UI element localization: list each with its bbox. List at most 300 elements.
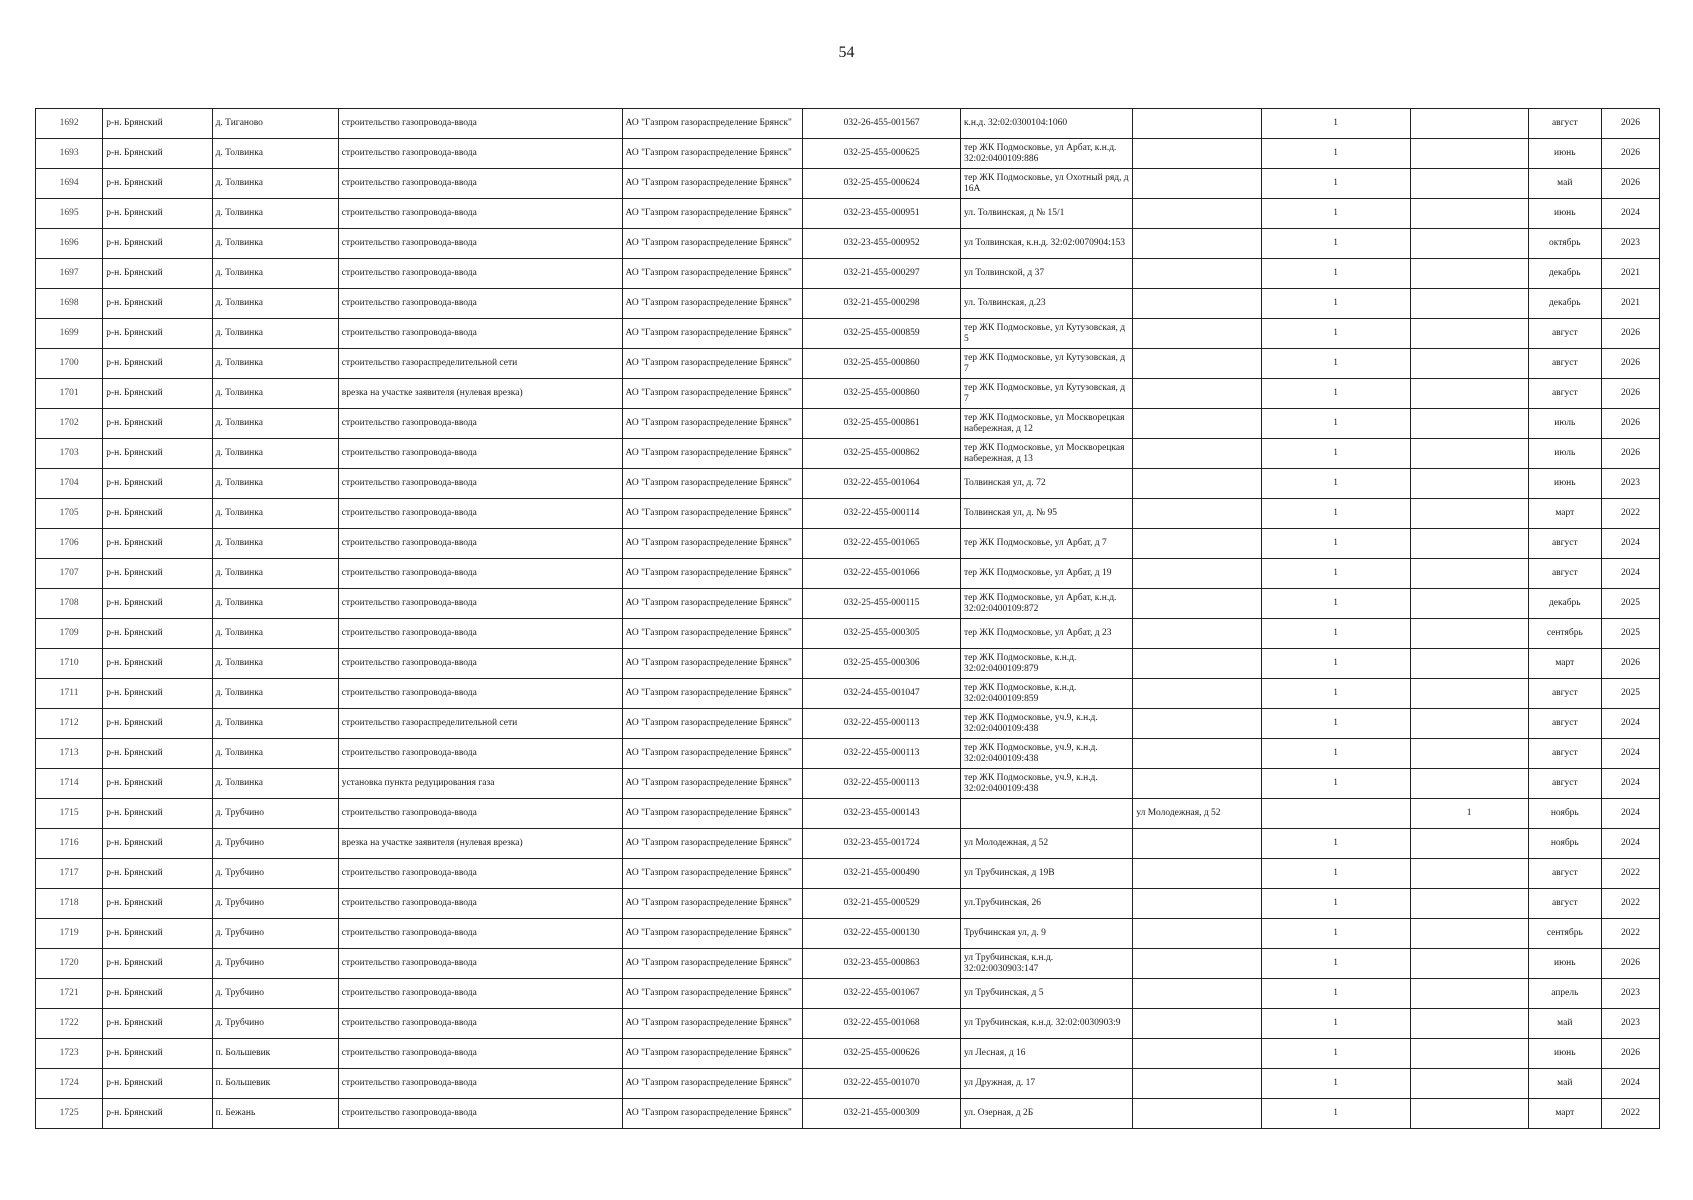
month-cell: июнь: [1528, 199, 1602, 229]
work-type-cell: строительство газопровода-ввода: [338, 469, 622, 499]
locality-cell: д. Трубчино: [212, 799, 338, 829]
year-cell: 2022: [1602, 859, 1660, 889]
district-cell: р-н. Брянский: [103, 889, 212, 919]
organization-cell: АО "Газпром газораспределение Брянск": [622, 979, 803, 1009]
row-number-cell: 1711: [36, 679, 103, 709]
district-cell: р-н. Брянский: [103, 229, 212, 259]
work-type-cell: строительство газопровода-ввода: [338, 1009, 622, 1039]
table-row: [36, 499, 1660, 529]
document-number-cell: 032-25-455-000625: [803, 139, 961, 169]
row-number-cell: 1706: [36, 529, 103, 559]
document-number-cell: 032-22-455-001067: [803, 979, 961, 1009]
row-number-cell: 1725: [36, 1099, 103, 1129]
address-alt-cell: [1133, 439, 1261, 469]
address-cell: ул Дружная, д. 17: [960, 1069, 1132, 1099]
work-type-cell: установка пункта редуцирования газа: [338, 769, 622, 799]
address-cell: ул Толвинская, к.н.д. 32:02:0070904:153: [960, 229, 1132, 259]
quantity-alt-cell: [1410, 1039, 1528, 1069]
address-alt-cell: [1133, 199, 1261, 229]
address-alt-cell: [1133, 409, 1261, 439]
row-number-cell: 1721: [36, 979, 103, 1009]
locality-cell: д. Толвинка: [212, 139, 338, 169]
table-row: [36, 649, 1660, 679]
address-cell: тер ЖК Подмосковье, ул Кутузовская, д 7: [960, 349, 1132, 379]
quantity-alt-cell: [1410, 349, 1528, 379]
work-type-cell: строительство газопровода-ввода: [338, 1099, 622, 1129]
document-number-cell: 032-24-455-001047: [803, 679, 961, 709]
document-number-cell: 032-25-455-000305: [803, 619, 961, 649]
quantity-cell: 1: [1261, 169, 1410, 199]
quantity-cell: 1: [1261, 949, 1410, 979]
quantity-alt-cell: [1410, 769, 1528, 799]
year-cell: 2025: [1602, 619, 1660, 649]
quantity-alt-cell: [1410, 679, 1528, 709]
district-cell: р-н. Брянский: [103, 949, 212, 979]
document-number-cell: 032-23-455-001724: [803, 829, 961, 859]
locality-cell: п. Большевик: [212, 1069, 338, 1099]
month-cell: май: [1528, 1069, 1602, 1099]
row-number-cell: 1708: [36, 589, 103, 619]
quantity-cell: 1: [1261, 379, 1410, 409]
district-cell: р-н. Брянский: [103, 1099, 212, 1129]
quantity-cell: 1: [1261, 859, 1410, 889]
document-number-cell: 032-25-455-000859: [803, 319, 961, 349]
quantity-alt-cell: [1410, 619, 1528, 649]
quantity-alt-cell: [1410, 139, 1528, 169]
locality-cell: д. Толвинка: [212, 649, 338, 679]
quantity-cell: 1: [1261, 649, 1410, 679]
quantity-alt-cell: [1410, 199, 1528, 229]
document-number-cell: 032-25-455-000115: [803, 589, 961, 619]
table-row: [36, 559, 1660, 589]
month-cell: март: [1528, 1099, 1602, 1129]
row-number-cell: 1710: [36, 649, 103, 679]
quantity-alt-cell: [1410, 829, 1528, 859]
address-alt-cell: [1133, 679, 1261, 709]
quantity-alt-cell: [1410, 409, 1528, 439]
organization-cell: АО "Газпром газораспределение Брянск": [622, 919, 803, 949]
organization-cell: АО "Газпром газораспределение Брянск": [622, 349, 803, 379]
address-cell: тер ЖК Подмосковье, ул Москворецкая набережная, д 12: [960, 409, 1132, 439]
address-cell: Трубчинская ул, д. 9: [960, 919, 1132, 949]
quantity-alt-cell: [1410, 1099, 1528, 1129]
month-cell: июль: [1528, 409, 1602, 439]
row-number-cell: 1719: [36, 919, 103, 949]
month-cell: август: [1528, 739, 1602, 769]
month-cell: ноябрь: [1528, 829, 1602, 859]
address-cell: [960, 799, 1132, 829]
work-type-cell: врезка на участке заявителя (нулевая врезка): [338, 379, 622, 409]
month-cell: апрель: [1528, 979, 1602, 1009]
quantity-alt-cell: [1410, 949, 1528, 979]
organization-cell: АО "Газпром газораспределение Брянск": [622, 139, 803, 169]
table-row: [36, 859, 1660, 889]
locality-cell: д. Толвинка: [212, 709, 338, 739]
table-row: [36, 289, 1660, 319]
quantity-cell: 1: [1261, 109, 1410, 139]
locality-cell: п. Бежань: [212, 1099, 338, 1129]
district-cell: р-н. Брянский: [103, 739, 212, 769]
table-body: [36, 109, 1660, 1129]
table-row: [36, 139, 1660, 169]
year-cell: 2026: [1602, 139, 1660, 169]
quantity-cell: 1: [1261, 469, 1410, 499]
table-row: [36, 409, 1660, 439]
organization-cell: АО "Газпром газораспределение Брянск": [622, 1009, 803, 1039]
quantity-cell: 1: [1261, 1099, 1410, 1129]
organization-cell: АО "Газпром газораспределение Брянск": [622, 229, 803, 259]
month-cell: август: [1528, 109, 1602, 139]
district-cell: р-н. Брянский: [103, 349, 212, 379]
quantity-alt-cell: [1410, 979, 1528, 1009]
month-cell: декабрь: [1528, 289, 1602, 319]
address-alt-cell: [1133, 619, 1261, 649]
work-type-cell: строительство газопровода-ввода: [338, 439, 622, 469]
locality-cell: д. Трубчино: [212, 979, 338, 1009]
address-alt-cell: [1133, 1099, 1261, 1129]
month-cell: июнь: [1528, 949, 1602, 979]
table-row: [36, 259, 1660, 289]
table-row: [36, 619, 1660, 649]
document-number-cell: 032-21-455-000490: [803, 859, 961, 889]
address-alt-cell: [1133, 739, 1261, 769]
document-number-cell: 032-22-455-000114: [803, 499, 961, 529]
document-number-cell: 032-25-455-000860: [803, 379, 961, 409]
district-cell: р-н. Брянский: [103, 859, 212, 889]
document-number-cell: 032-25-455-000861: [803, 409, 961, 439]
district-cell: р-н. Брянский: [103, 199, 212, 229]
address-alt-cell: [1133, 169, 1261, 199]
row-number-cell: 1705: [36, 499, 103, 529]
work-type-cell: строительство газопровода-ввода: [338, 319, 622, 349]
work-type-cell: строительство газопровода-ввода: [338, 739, 622, 769]
locality-cell: п. Большевик: [212, 1039, 338, 1069]
quantity-cell: 1: [1261, 619, 1410, 649]
year-cell: 2024: [1602, 739, 1660, 769]
address-alt-cell: [1133, 469, 1261, 499]
row-number-cell: 1695: [36, 199, 103, 229]
year-cell: 2024: [1602, 799, 1660, 829]
month-cell: август: [1528, 859, 1602, 889]
table-row: [36, 739, 1660, 769]
work-type-cell: строительство газопровода-ввода: [338, 919, 622, 949]
row-number-cell: 1692: [36, 109, 103, 139]
locality-cell: д. Толвинка: [212, 499, 338, 529]
row-number-cell: 1713: [36, 739, 103, 769]
address-cell: ул Лесная, д 16: [960, 1039, 1132, 1069]
district-cell: р-н. Брянский: [103, 499, 212, 529]
quantity-alt-cell: 1: [1410, 799, 1528, 829]
organization-cell: АО "Газпром газораспределение Брянск": [622, 1099, 803, 1129]
table-row: [36, 709, 1660, 739]
row-number-cell: 1718: [36, 889, 103, 919]
quantity-cell: 1: [1261, 499, 1410, 529]
document-number-cell: 032-23-455-000951: [803, 199, 961, 229]
table-row: [36, 769, 1660, 799]
address-cell: ул Молодежная, д 52: [960, 829, 1132, 859]
organization-cell: АО "Газпром газораспределение Брянск": [622, 619, 803, 649]
year-cell: 2024: [1602, 1069, 1660, 1099]
year-cell: 2024: [1602, 529, 1660, 559]
address-cell: к.н.д. 32:02:0300104:1060: [960, 109, 1132, 139]
year-cell: 2026: [1602, 109, 1660, 139]
month-cell: июнь: [1528, 469, 1602, 499]
address-alt-cell: [1133, 1039, 1261, 1069]
document-number-cell: 032-22-455-000130: [803, 919, 961, 949]
address-alt-cell: [1133, 349, 1261, 379]
row-number-cell: 1696: [36, 229, 103, 259]
quantity-cell: 1: [1261, 919, 1410, 949]
table-row: [36, 979, 1660, 1009]
quantity-alt-cell: [1410, 739, 1528, 769]
month-cell: август: [1528, 769, 1602, 799]
district-cell: р-н. Брянский: [103, 139, 212, 169]
row-number-cell: 1716: [36, 829, 103, 859]
document-number-cell: 032-22-455-001068: [803, 1009, 961, 1039]
row-number-cell: 1701: [36, 379, 103, 409]
table-row: [36, 679, 1660, 709]
row-number-cell: 1694: [36, 169, 103, 199]
row-number-cell: 1714: [36, 769, 103, 799]
document-number-cell: 032-22-455-001065: [803, 529, 961, 559]
work-type-cell: строительство газораспределительной сети: [338, 709, 622, 739]
year-cell: 2022: [1602, 889, 1660, 919]
locality-cell: д. Толвинка: [212, 439, 338, 469]
district-cell: р-н. Брянский: [103, 1039, 212, 1069]
address-cell: тер ЖК Подмосковье, ул Охотный ряд, д 16А: [960, 169, 1132, 199]
district-cell: р-н. Брянский: [103, 169, 212, 199]
month-cell: сентябрь: [1528, 619, 1602, 649]
organization-cell: АО "Газпром газораспределение Брянск": [622, 559, 803, 589]
address-alt-cell: [1133, 859, 1261, 889]
document-number-cell: 032-22-455-000113: [803, 709, 961, 739]
address-alt-cell: [1133, 109, 1261, 139]
work-type-cell: строительство газопровода-ввода: [338, 289, 622, 319]
address-cell: ул Трубчинская, д 5: [960, 979, 1132, 1009]
district-cell: р-н. Брянский: [103, 259, 212, 289]
row-number-cell: 1698: [36, 289, 103, 319]
quantity-cell: 1: [1261, 679, 1410, 709]
address-alt-cell: [1133, 649, 1261, 679]
locality-cell: д. Толвинка: [212, 229, 338, 259]
address-alt-cell: [1133, 919, 1261, 949]
locality-cell: д. Толвинка: [212, 559, 338, 589]
month-cell: август: [1528, 889, 1602, 919]
document-number-cell: 032-21-455-000297: [803, 259, 961, 289]
quantity-cell: 1: [1261, 139, 1410, 169]
organization-cell: АО "Газпром газораспределение Брянск": [622, 259, 803, 289]
address-alt-cell: [1133, 139, 1261, 169]
address-alt-cell: [1133, 949, 1261, 979]
work-type-cell: строительство газопровода-ввода: [338, 589, 622, 619]
locality-cell: д. Трубчино: [212, 919, 338, 949]
organization-cell: АО "Газпром газораспределение Брянск": [622, 589, 803, 619]
address-cell: тер ЖК Подмосковье, ул Арбат, д 7: [960, 529, 1132, 559]
month-cell: май: [1528, 1009, 1602, 1039]
address-alt-cell: [1133, 379, 1261, 409]
district-cell: р-н. Брянский: [103, 439, 212, 469]
table-row: [36, 199, 1660, 229]
organization-cell: АО "Газпром газораспределение Брянск": [622, 319, 803, 349]
quantity-cell: 1: [1261, 229, 1410, 259]
district-cell: р-н. Брянский: [103, 769, 212, 799]
year-cell: 2026: [1602, 319, 1660, 349]
organization-cell: АО "Газпром газораспределение Брянск": [622, 829, 803, 859]
address-cell: ул Трубчинская, д 19В: [960, 859, 1132, 889]
district-cell: р-н. Брянский: [103, 469, 212, 499]
locality-cell: д. Толвинка: [212, 169, 338, 199]
organization-cell: АО "Газпром газораспределение Брянск": [622, 289, 803, 319]
document-number-cell: 032-26-455-001567: [803, 109, 961, 139]
month-cell: декабрь: [1528, 589, 1602, 619]
work-type-cell: строительство газопровода-ввода: [338, 679, 622, 709]
work-type-cell: строительство газопровода-ввода: [338, 799, 622, 829]
address-alt-cell: [1133, 769, 1261, 799]
organization-cell: АО "Газпром газораспределение Брянск": [622, 169, 803, 199]
year-cell: 2022: [1602, 919, 1660, 949]
month-cell: август: [1528, 709, 1602, 739]
address-cell: ул.Трубчинская, 26: [960, 889, 1132, 919]
year-cell: 2023: [1602, 229, 1660, 259]
organization-cell: АО "Газпром газораспределение Брянск": [622, 499, 803, 529]
year-cell: 2026: [1602, 379, 1660, 409]
organization-cell: АО "Газпром газораспределение Брянск": [622, 949, 803, 979]
organization-cell: АО "Газпром газораспределение Брянск": [622, 1069, 803, 1099]
locality-cell: д. Толвинка: [212, 349, 338, 379]
row-number-cell: 1712: [36, 709, 103, 739]
organization-cell: АО "Газпром газораспределение Брянск": [622, 199, 803, 229]
work-type-cell: строительство газопровода-ввода: [338, 529, 622, 559]
year-cell: 2026: [1602, 1039, 1660, 1069]
district-cell: р-н. Брянский: [103, 619, 212, 649]
work-type-cell: строительство газопровода-ввода: [338, 979, 622, 1009]
month-cell: июнь: [1528, 1039, 1602, 1069]
document-number-cell: 032-22-455-000113: [803, 769, 961, 799]
quantity-alt-cell: [1410, 1069, 1528, 1099]
table-row: [36, 1009, 1660, 1039]
table-row: [36, 589, 1660, 619]
row-number-cell: 1722: [36, 1009, 103, 1039]
district-cell: р-н. Брянский: [103, 109, 212, 139]
document-number-cell: 032-25-455-000862: [803, 439, 961, 469]
organization-cell: АО "Газпром газораспределение Брянск": [622, 529, 803, 559]
work-type-cell: строительство газопровода-ввода: [338, 859, 622, 889]
quantity-alt-cell: [1410, 709, 1528, 739]
address-cell: тер ЖК Подмосковье, ул Москворецкая набережная, д 13: [960, 439, 1132, 469]
address-cell: тер ЖК Подмосковье, к.н.д. 32:02:0400109:879: [960, 649, 1132, 679]
locality-cell: д. Тиганово: [212, 109, 338, 139]
quantity-cell: 1: [1261, 1009, 1410, 1039]
organization-cell: АО "Газпром газораспределение Брянск": [622, 739, 803, 769]
year-cell: 2026: [1602, 349, 1660, 379]
quantity-cell: 1: [1261, 739, 1410, 769]
month-cell: ноябрь: [1528, 799, 1602, 829]
month-cell: декабрь: [1528, 259, 1602, 289]
address-alt-cell: [1133, 559, 1261, 589]
month-cell: август: [1528, 559, 1602, 589]
district-cell: р-н. Брянский: [103, 1069, 212, 1099]
table-row: [36, 169, 1660, 199]
document-number-cell: 032-22-455-001070: [803, 1069, 961, 1099]
row-number-cell: 1720: [36, 949, 103, 979]
year-cell: 2025: [1602, 589, 1660, 619]
quantity-cell: 1: [1261, 289, 1410, 319]
locality-cell: д. Трубчино: [212, 1009, 338, 1039]
quantity-alt-cell: [1410, 529, 1528, 559]
work-type-cell: строительство газопровода-ввода: [338, 559, 622, 589]
work-type-cell: строительство газопровода-ввода: [338, 1039, 622, 1069]
table-row: [36, 109, 1660, 139]
row-number-cell: 1717: [36, 859, 103, 889]
quantity-cell: 1: [1261, 769, 1410, 799]
address-alt-cell: [1133, 709, 1261, 739]
district-cell: р-н. Брянский: [103, 589, 212, 619]
work-type-cell: строительство газопровода-ввода: [338, 649, 622, 679]
district-cell: р-н. Брянский: [103, 1009, 212, 1039]
address-alt-cell: [1133, 259, 1261, 289]
quantity-alt-cell: [1410, 379, 1528, 409]
year-cell: 2024: [1602, 709, 1660, 739]
table-row: [36, 529, 1660, 559]
document-number-cell: 032-21-455-000529: [803, 889, 961, 919]
year-cell: 2024: [1602, 199, 1660, 229]
address-cell: тер ЖК Подмосковье, уч.9, к.н.д. 32:02:0400109:438: [960, 709, 1132, 739]
quantity-cell: 1: [1261, 319, 1410, 349]
organization-cell: АО "Газпром газораспределение Брянск": [622, 439, 803, 469]
organization-cell: АО "Газпром газораспределение Брянск": [622, 649, 803, 679]
work-type-cell: строительство газопровода-ввода: [338, 499, 622, 529]
document-number-cell: 032-25-455-000626: [803, 1039, 961, 1069]
locality-cell: д. Толвинка: [212, 739, 338, 769]
table-row: [36, 469, 1660, 499]
address-cell: ул Трубчинская, к.н.д. 32:02:0030903:9: [960, 1009, 1132, 1039]
document-number-cell: 032-23-455-000952: [803, 229, 961, 259]
locality-cell: д. Толвинка: [212, 319, 338, 349]
work-type-cell: строительство газопровода-ввода: [338, 619, 622, 649]
year-cell: 2024: [1602, 769, 1660, 799]
table-row: [36, 439, 1660, 469]
quantity-alt-cell: [1410, 499, 1528, 529]
year-cell: 2022: [1602, 499, 1660, 529]
table-row: [36, 349, 1660, 379]
quantity-cell: 1: [1261, 559, 1410, 589]
table-row: [36, 799, 1660, 829]
address-cell: Толвинская ул, д. № 95: [960, 499, 1132, 529]
row-number-cell: 1723: [36, 1039, 103, 1069]
address-alt-cell: [1133, 529, 1261, 559]
locality-cell: д. Трубчино: [212, 829, 338, 859]
organization-cell: АО "Газпром газораспределение Брянск": [622, 409, 803, 439]
organization-cell: АО "Газпром газораспределение Брянск": [622, 109, 803, 139]
year-cell: 2026: [1602, 949, 1660, 979]
locality-cell: д. Толвинка: [212, 589, 338, 619]
quantity-cell: 1: [1261, 349, 1410, 379]
work-type-cell: строительство газопровода-ввода: [338, 889, 622, 919]
locality-cell: д. Трубчино: [212, 949, 338, 979]
address-cell: тер ЖК Подмосковье, ул Арбат, к.н.д. 32:02:0400109:886: [960, 139, 1132, 169]
address-cell: тер ЖК Подмосковье, уч.9, к.н.д. 32:02:0400109:438: [960, 739, 1132, 769]
month-cell: август: [1528, 349, 1602, 379]
district-cell: р-н. Брянский: [103, 919, 212, 949]
locality-cell: д. Толвинка: [212, 259, 338, 289]
locality-cell: д. Трубчино: [212, 889, 338, 919]
work-type-cell: строительство газопровода-ввода: [338, 259, 622, 289]
month-cell: октябрь: [1528, 229, 1602, 259]
quantity-alt-cell: [1410, 229, 1528, 259]
district-cell: р-н. Брянский: [103, 979, 212, 1009]
quantity-alt-cell: [1410, 589, 1528, 619]
district-cell: р-н. Брянский: [103, 379, 212, 409]
